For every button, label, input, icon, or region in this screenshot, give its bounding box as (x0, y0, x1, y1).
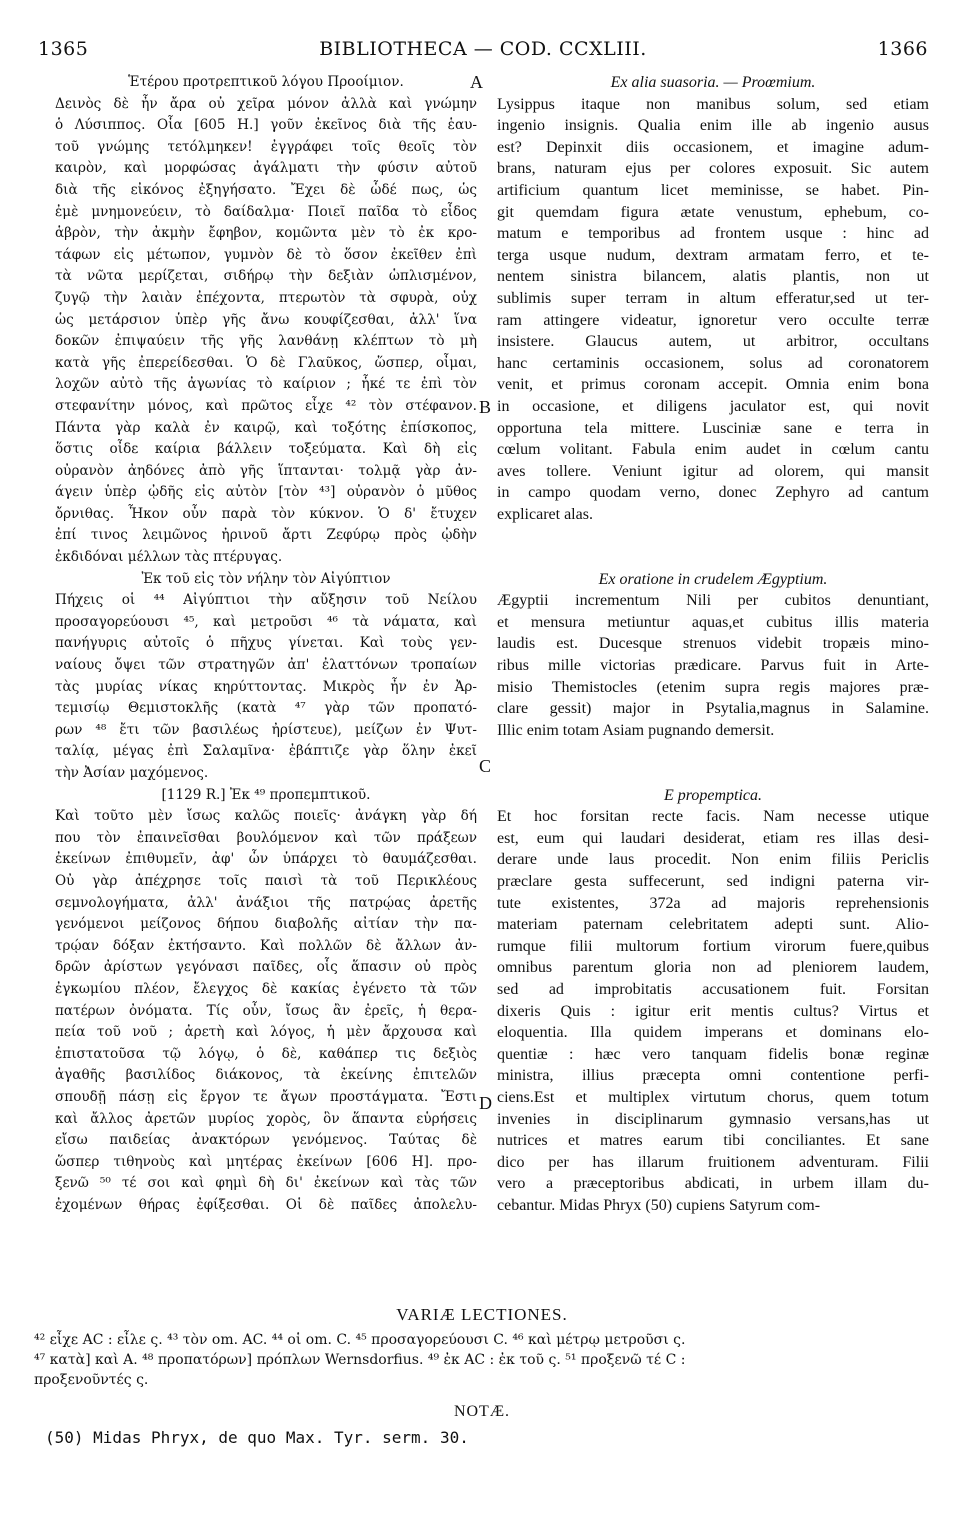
greek-line: ναίους ὄψει τῶν στρατηγῶν ἀπ' ἐλαττόνων τροπαίων (55, 657, 477, 674)
greek-line: ξενῶ ⁵⁰ τέ σοι καὶ φημὶ δὴ δι' ἐκείνων καὶ τὰς τῶν (55, 1175, 477, 1192)
variant-line: προξενοῦντές ς. (34, 1372, 149, 1388)
greek-line: ταλίᾳ, μέγας ἐπὶ Σαλαμῖνα· ἐβάπτιζε γὰρ ὅλην ἐκεῖ (55, 743, 477, 760)
greek-line: εἴσω παιδείας ἀνακτόρων γενόμενος. Ταύτας δὲ (55, 1132, 477, 1149)
latin-line: invenies in disciplinarum gymnasio versans,has ut (497, 1110, 929, 1128)
latin-line: cebantur. Midas Phryx (50) cupiens Satyrum com- (497, 1196, 821, 1214)
greek-line: ὅστις οἶδε καίρια βάλλειν τοξεύματα. Καὶ δὴ εἰς (55, 441, 477, 458)
latin-line: brans, naturam ejus per colores exposuit. Sic autem (497, 160, 929, 178)
greek-line: τὴν Ἀσίαν μαχόμενος. (55, 765, 209, 781)
greek-line: ἁβρὸν, τὴν ἀκμὴν ἔφηβον, κομῶντα μὲν τὸ ἐκ κρο- (55, 225, 477, 242)
greek-line: ὄρνιθας. Ἧκον οὖν παρὰ τὸν κύκνον. Ὁ δ' ἔτυχεν (55, 505, 477, 522)
latin-line: materiam paternam celebritatem adepti sunt. Alio- (497, 916, 929, 934)
latin-line: insistere. Glaucus autem, ut arbitror, occultans (497, 333, 929, 351)
latin-line: dixeris Quis : igitur erit mentis cultus? Virtus et (497, 1002, 929, 1020)
greek-line: ἐμὲ μνημονεύειν, τὸ δαίδαλμα· Ποιεῖ παῖδα τὸ εἶδος (55, 203, 477, 220)
latin-line: misio Themistocles (etenim supra regis majores præ- (497, 678, 929, 696)
greek-line: ἐκδιδόναι μέλλων τὰς πτέρυγας. (55, 549, 283, 566)
greek-line: τάφων εἰς μέτωπον, γυμνὸν δὲ τὸ ὅσον ἐκεῖθεν ἐπὶ (55, 246, 477, 263)
greek-line: κατὰ γῆς ἐπερείδεσθαι. Ὁ δὲ Γλαῦκος, ὥσπερ, οἶμαι, (55, 354, 477, 371)
latin-line: est, eum qui laudari desiderat, etiam res illas desi- (497, 829, 929, 847)
greek-line: δρῶν ἀρίστων γεγόνασι παῖδες, οἷς ἅπασιν οὐ πρὸς (55, 959, 477, 976)
notae-heading: NOTÆ. (453, 1403, 511, 1420)
latin-line: eloquentia. Illa quidem imperans et dominans elo- (497, 1024, 929, 1042)
page-number-left: 1365 (38, 38, 89, 60)
greek-line: τὰ νῶτα μερίζεται, σιδήρῳ τὴν δεξιὰν ὡπλισμένον, (55, 268, 477, 285)
margin-letter-a: A (470, 72, 483, 92)
greek-line: λοχῶν αὐτὸ τῆς ἀγωνίας τὸ καίριον ; ἧκέ τε ἐπὶ τὸν (55, 376, 477, 393)
variae-lectiones (34, 1330, 929, 1390)
greek-line: σπουδῇ πάσῃ εἰς ἔργον τε ἄγων προστάγματα. Ἔστι (55, 1088, 477, 1105)
latin-line: aves tollere. Veniunt igitur ad olorem, qui mansit (497, 462, 929, 480)
greek-line: τεμισίῳ Θεμιστοκλῆς (κατὰ ⁴⁷ γὰρ τῶν προπατό- (55, 700, 477, 717)
latin-line: ingenio insignis. Qualia enim ille ab ingenio ausus (497, 117, 929, 135)
latin-line: ribus mille victorias prædicare. Parvus fuit in Arte- (497, 657, 929, 675)
latin-line: derare unde laus procedit. Non enim filiis Periclis (497, 851, 929, 869)
latin-line: clare gessit) major in Psytalia,magnus in Salamine. (497, 700, 929, 718)
variae-lectiones-heading: VARIÆ LECTIONES. (396, 1305, 568, 1324)
latin-line: Lysippus itaque non manibus solum, sed etiam (497, 95, 929, 113)
page-header (38, 38, 928, 64)
greek-line: ἐπιστατοῦσα τῷ λόγῳ, ὁ δὲ, καθάπερ τις δεξιὸς (55, 1045, 477, 1062)
latin-line: git quemdam figura ætate venustum, ephebum, co- (497, 203, 929, 221)
latin-line: præclare gesta suffecerunt, sed indigni paterna vir- (497, 872, 929, 890)
greek-line: ἐκείνων ἐπιθυμεῖν, ἀφ' ὧν ὑπάρχει τὸ θαυμάζεσθαι. (55, 851, 477, 868)
blank-line (497, 741, 929, 763)
latin-line: omnibus parentum gloria non ad pleniorem laudem, (497, 959, 929, 977)
latin-line: terga usque nudum, dextram armatam ferro, et te- (497, 246, 929, 264)
greek-line: διὰ τῆς εἰκόνος ἐξηγήσατο. Ἔχει δὲ ὧδέ πως, ὡς (55, 181, 477, 198)
greek-line: που τὸν ἐπαινεῖσθαι βουλόμενον καὶ τῶν πράξεων (55, 829, 477, 846)
greek-line: τὰς μυρίας νίκας κηρύττοντας. Μικρὸς ἦν ἐν Ἀρ- (55, 678, 477, 695)
greek-line: τοῦ γνώμης τετόλμηκεν! ἐγγράφει τοῖς θεοῖς τὸν (55, 138, 477, 155)
latin-line: Et hoc forsitan recte facis. Nam necesse utique (497, 808, 929, 826)
greek-line: Πήχεις οἱ ⁴⁴ Αἰγύπτιοι τὴν αὔξησιν τοῦ Νείλου (55, 592, 477, 609)
latin-line: Ex oratione in crudelem Ægyptium. (598, 570, 828, 588)
margin-letter-c: C (479, 756, 492, 776)
margin-letter-b: B (479, 397, 492, 417)
latin-line: hanc certaminis occasionem, solus ad coronatorem (497, 354, 929, 372)
latin-line: sed ad improbitatis accusationem fuit. Forsitan (497, 980, 929, 998)
variant-line: ⁴² εἶχε AC : εἶλε ς. ⁴³ τὸν om. AC. ⁴⁴ οἱ om. C. ⁴⁵ προσαγορεύουσι C. ⁴⁶ καὶ μέτρῳ μετροῦσι ς. (34, 1332, 686, 1348)
latin-line: et mensura metiuntur aquas,et cubitus illis materia (497, 613, 929, 631)
greek-line: πατέρων ὀνόματα. Τίς οὖν, ἴσως ἂν ἐρεῖς, ἡ θερα- (55, 1002, 477, 1019)
running-title: BIBLIOTHECA — COD. CCXLIII. (319, 38, 647, 60)
greek-line: Ἑτέρου προτρεπτικοῦ λόγου Προοίμιον. (128, 74, 404, 90)
blank-line (497, 547, 929, 569)
footnote: (50) Midas Phryx, de quo Max. Tyr. serm. 30. (45, 1428, 469, 1447)
latin-line: Illic enim totam Asiam pugnando demersit. (497, 721, 775, 739)
latin-line: vero a præceptoribus abdicati, in urbem illam du- (497, 1175, 929, 1193)
latin-line: quentiæ : hæc vero tanquam fidelis bonæ reginæ (497, 1045, 929, 1063)
latin-line: in campo quodam verno, donec Zephyro ad cantum (497, 484, 929, 502)
page-number-right: 1366 (877, 38, 928, 60)
greek-line: ὡς μετάρσιον ὑπὲρ γῆς ἄνω κουφίζεσθαι, ἀλλ' ἵνα (55, 311, 477, 328)
greek-line: ζυγῷ τὴν λαιὰν ἐπέχοντα, πτερωτὸν τὰ σφυρὰ, οὐχ (55, 289, 477, 306)
latin-line: cœlum volitant. Fabula enim audet in cœlum cantu (497, 441, 929, 459)
latin-line: rumque filii multorum fortium virorum fuere,quibus (497, 937, 929, 955)
latin-line: E propemptica. (663, 786, 763, 804)
latin-line: sublimis super terram in altum efferatur,sed ut ter- (497, 289, 929, 307)
latin-line: venit, et primus coronam accepit. Omnia enim bona (497, 376, 929, 394)
greek-line: Πάντα γὰρ καλὰ ἐν καιρῷ, καὶ τοξότης ἐπίσκοπος, (55, 419, 477, 436)
greek-line: Καὶ τοῦτο μὲν ἴσως καλῶς ποιεῖς· ἀνάγκη γὰρ δή (55, 808, 477, 825)
latin-line: nentem sinistra bilancem, alatis plantis, non ut (497, 268, 929, 286)
latin-line: explicaret alas. (497, 505, 593, 523)
greek-line: σεμνολογήματα, ἀλλ' ἀνάξιοι τῆς πατρῴας ἀρετῆς (55, 894, 477, 911)
greek-line: ρων ⁴⁸ ἔτι τῶν βασιλέως ἠρίστευε), μείζων ἐν Ψυτ- (55, 721, 477, 738)
blank-line (497, 763, 929, 785)
greek-column (55, 72, 477, 1216)
latin-line: artificium quantum licet meminisse, se habet. Pin- (497, 181, 929, 199)
greek-line: προσαγορεύουσι ⁴⁵, καὶ μετροῦσι ⁴⁶ τὰ νάματα, καὶ (55, 613, 477, 630)
greek-line: πανήγυρις αὐτοῖς ὁ πῆχυς γίνεται. Καὶ τοὺς γεν- (55, 635, 477, 652)
latin-line: Ægyptii incrementum Nili per cubitos denuntiant, (497, 592, 929, 610)
latin-line: opportuna tela mittere. Lusciniæ sane e terra in (497, 419, 929, 437)
latin-line: est? Depinxit diis occasionem, et imagine adum- (497, 138, 929, 156)
greek-line: τρῴαν δόξαν ἐκτήσαντο. Καὶ πολλῶν δὲ ἄλλων ἀν- (55, 937, 477, 954)
greek-line: [1129 R.] Ἐκ ⁴⁹ προπεμπτικοῦ. (161, 786, 371, 803)
latin-line: matum e temporibus ad frontem usque : hinc ad (497, 225, 929, 243)
latin-line: laudis est. Ducesque strenuos videbit tropæis mino- (497, 635, 929, 653)
greek-line: γενόμενοι μείζονος δήπου διαβολῆς αἰτίαν τὴν πα- (55, 916, 477, 933)
greek-line: ἐχομένων θήρας ἐφίξεσθαι. Οἱ δὲ παῖδες ἀπολελυ- (55, 1196, 477, 1213)
greek-line: ὥσπερ τιθηνοὺς καὶ μητέρας ἐκείνων [606 H]. προ- (55, 1153, 477, 1170)
margin-letter-d: D (479, 1093, 492, 1113)
blank-line (497, 525, 929, 547)
greek-line: ἐπί τινος λειμῶνος ἠρινοῦ ἄρτι Ζεφύρῳ πρὸς ᾠδὴν (55, 527, 477, 544)
greek-line: Δεινὸς δὲ ἦν ἄρα οὐ χεῖρα μόνον ἀλλὰ καὶ γνώμην (55, 95, 477, 112)
latin-line: ministra, illius præcepta omni contentione perfi- (497, 1067, 929, 1085)
variant-line: ⁴⁷ κατὰ] καὶ A. ⁴⁸ προπατόρων] πρόπλων Wernsdorfius. ⁴⁹ ἐκ AC : ἐκ τοῦ ς. ⁵¹ προξενῶ τέ C : (34, 1352, 686, 1368)
latin-line: nutrices et matres earum tibi conciliantes. Et sane (497, 1132, 929, 1150)
greek-line: ἐγκωμίου πλέον, ἔλεγχος δὲ κακίας ἐγένετο τὰ τῶν (55, 980, 477, 997)
greek-line: ἀγαθῆς βασιλίδος διάκονος, τὰ ἐκείνης ἐπιτελῶν (55, 1067, 477, 1084)
greek-line: Ἐκ τοῦ εἰς τὸν νήλην τὸν Αἰγύπτιον (141, 570, 391, 587)
latin-line: ram attingere videatur, ignoretur vero occulte terræ (497, 311, 929, 329)
greek-line: καιρὸν, καὶ μορφώσας ἀγάλματι τὴν φύσιν αὐτοῦ (55, 160, 477, 177)
latin-line: dico per has illarum fruitionem adventuram. Filii (497, 1153, 929, 1171)
latin-line: ciens.Est et multiplex virtutum chorus, quem totum (497, 1088, 929, 1106)
greek-line: πεία τοῦ νοῦ ; ἀρετὴ καὶ λόγος, ἡ μὲν ἄρχουσα καὶ (55, 1024, 477, 1041)
greek-line: οὐρανὸν ἀηδόνες ἀπὸ γῆς ἵπτανται· τολμᾷ γὰρ ἀν- (55, 462, 477, 479)
greek-line: στεφανίτην μόνος, καὶ πρῶτος εἶχε ⁴² τὸν στέφανον. (55, 397, 477, 414)
latin-line: in occasione, et diligens jaculator est, qui novit (497, 397, 929, 415)
greek-line: καὶ ἄλλος ἀρετῶν μυρίος χορὸς, ὃν ἅπαντα εὑρήσεις (55, 1110, 477, 1127)
greek-line: δοκῶν ἐπιψαύειν τῆς γῆς λανθάνῃ κλέπτων τὸ μὴ (55, 333, 477, 350)
greek-line: Οὐ γὰρ ἀπέχρησε τοῖς παισὶ τὰ τοῦ Περικλέους (55, 872, 477, 889)
latin-line: tute existentes, 372a ad majoris reprehensionis (497, 894, 929, 912)
greek-line: άγειν ὑπὲρ ᾠδῆς εἰς αὐτὸν [τὸν ⁴³] οὐρανὸν ὁ μῦθος (55, 484, 477, 501)
greek-line: ὁ Λύσιππος. Οἷα [605 H.] γοῦν ἐκεῖνος διὰ τῆς ἑαυ- (55, 117, 477, 134)
latin-column (497, 72, 929, 1216)
latin-line: Ex alia suasoria. — Proœmium. (610, 74, 816, 91)
